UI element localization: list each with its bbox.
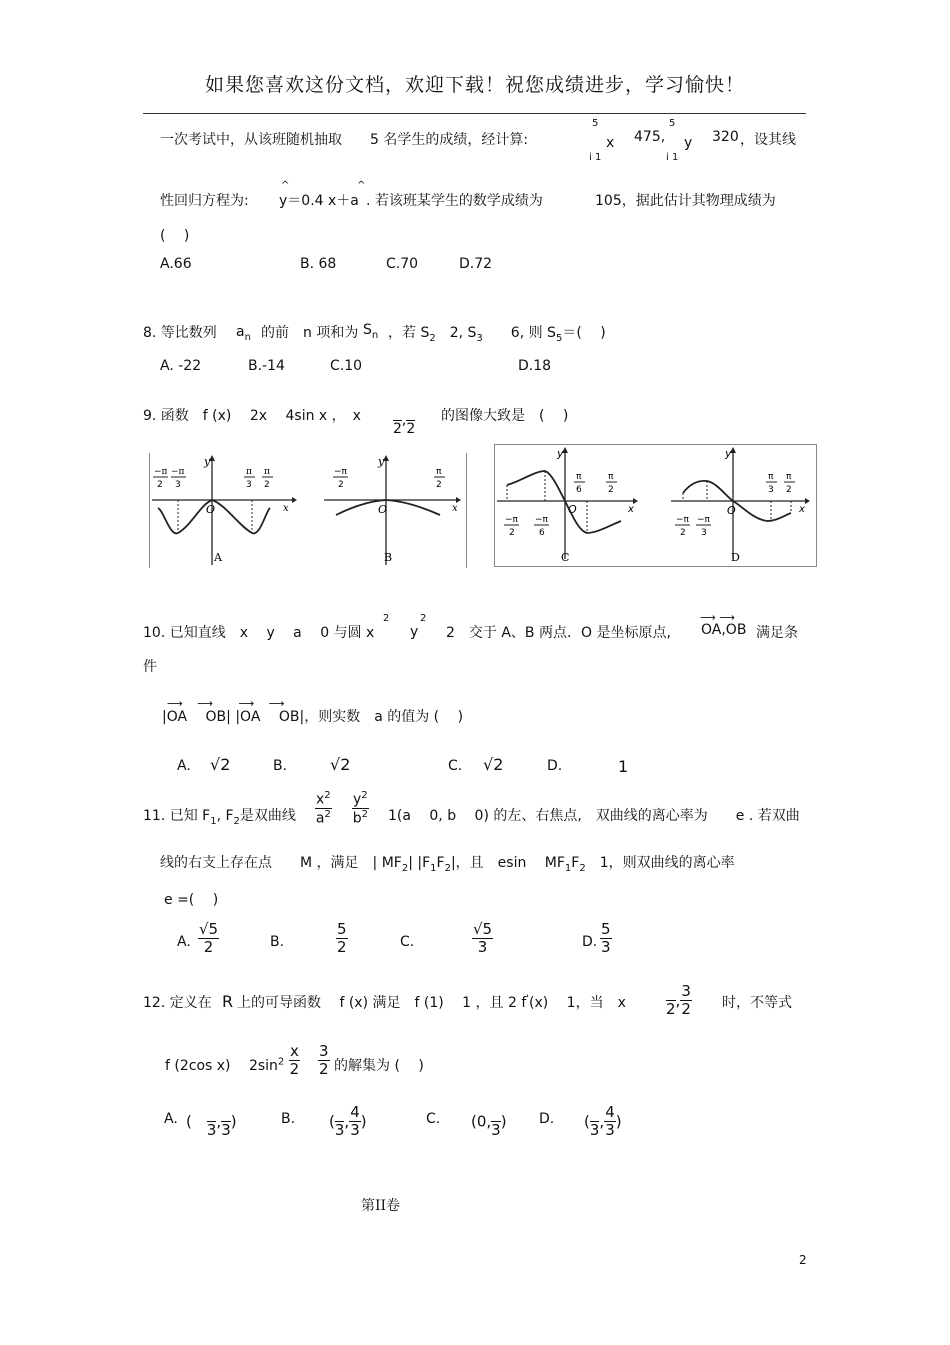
q11-line2: 线的右支上存在点 M ，满足 | $MF_2|$ $|F_1F_2|$，且 esin $MF_1F_2$ 1，则双曲线的离心率: [160, 855, 735, 874]
svg-text:y: y: [725, 447, 732, 460]
graph-c: [495, 445, 645, 564]
q7-equation: y＝0.4 x＋a: [279, 193, 359, 209]
graph-d: [667, 445, 813, 564]
q8-cond: ，若 $S_2$ 2, $S_3$ 6, 则 $S_5=$( ): [388, 325, 606, 344]
graph-a: [150, 453, 298, 568]
svg-text:−π: −π: [334, 467, 347, 477]
q12-opt-b-label: B.: [281, 1111, 296, 1127]
q12-opt-a: ( 3 , 3 ): [186, 1104, 237, 1140]
page-number: 2: [799, 1253, 807, 1267]
q7-tail1: ，设其线: [740, 132, 796, 148]
svg-text:−π: −π: [697, 515, 710, 525]
q8-opt-b: B.-14: [248, 358, 285, 374]
q8-opt-a: A. -22: [160, 358, 202, 374]
svg-text:2: 2: [157, 480, 163, 490]
svg-text:−π: −π: [676, 515, 689, 525]
svg-text:2: 2: [264, 480, 270, 490]
q11-opt-d-frac: $\frac{5}{3}$: [601, 920, 611, 957]
svg-text:2: 2: [338, 480, 344, 490]
q10-tail: 满足条: [756, 625, 798, 641]
svg-text:π: π: [264, 467, 270, 477]
q11-opt-a-frac: $\frac{√5}{2}$: [199, 920, 219, 957]
q12-line2b: 的解集为 ( ): [334, 1058, 424, 1074]
q10-opt-b-label: B.: [273, 758, 288, 774]
q10-arrows: ⟶ ⟶: [700, 611, 736, 624]
svg-text:C: C: [561, 551, 570, 564]
q12-line1b: 上的可导函数 f (x) 满足 f (1) 1 ，且 2 f'(x) 1，当 x: [237, 993, 626, 1011]
q11-line1a: 11. 已知 $F_1$, $F_2$是双曲线: [143, 808, 296, 827]
q11-opt-b-frac: $\frac{5}{2}$: [337, 920, 347, 957]
svg-text:2: 2: [509, 528, 515, 538]
q8-opt-d: D.18: [518, 358, 552, 374]
svg-text:y: y: [204, 455, 211, 468]
svg-text:π: π: [576, 472, 582, 482]
q12-opt-d: ( 3 , $\frac{4}{3}$ ): [584, 1103, 622, 1140]
svg-text:2: 2: [680, 528, 686, 538]
svg-text:y: y: [557, 447, 564, 460]
q8-text: 8. 等比数列: [143, 325, 217, 341]
q11-line1c: 1(a 0, b 0) 的左、右焦点, 双曲线的离心率为 e . 若双曲: [388, 808, 800, 824]
q10-y2: y: [410, 624, 419, 640]
svg-text:x: x: [799, 504, 805, 515]
q11-opt-c-frac: $\frac{√5}{3}$: [473, 920, 493, 957]
q7-hat-y: ^: [281, 180, 290, 191]
q12-opt-c: (0, 3 ): [471, 1104, 507, 1140]
q10-opt-a-val: √2: [210, 755, 231, 774]
svg-text:2: 2: [436, 480, 442, 490]
q11-line3: e =( ): [164, 892, 219, 908]
svg-text:3: 3: [175, 480, 181, 490]
svg-text:π: π: [246, 467, 252, 477]
q9-interval: 2 , 2: [393, 404, 415, 437]
q8-opt-c: C.10: [330, 358, 363, 374]
q10-opt-b-val: √2: [330, 755, 351, 774]
q12-opt-d-label: D.: [539, 1111, 555, 1127]
svg-text:3: 3: [701, 528, 707, 538]
q10-opt-d-val: 1: [618, 757, 629, 776]
svg-text:A: A: [214, 551, 222, 564]
svg-text:O: O: [378, 503, 388, 516]
svg-text:6: 6: [576, 485, 582, 495]
svg-text:O: O: [727, 504, 736, 517]
q9-text: 9. 函数 f (x) 2x 4sin x ， x: [143, 408, 361, 424]
q10-opt-c-val: √2: [483, 755, 504, 774]
svg-text:3: 3: [246, 480, 252, 490]
q12-opt-b: ( 3 , $\frac{4}{3}$ ): [329, 1103, 367, 1140]
q7-opt-b: B. 68: [300, 256, 337, 272]
q10-opt-c-label: C.: [448, 758, 463, 774]
q12-opt-a-label: A.: [164, 1111, 178, 1127]
svg-text:π: π: [436, 467, 442, 477]
q7-line1: 一次考试中，从该班随机抽取 5 名学生的成绩，经计算:: [160, 132, 529, 148]
q10-cond-arrows: ⟶ ⟶ ⟶ ⟶: [167, 697, 285, 710]
header-rule: [143, 113, 806, 114]
svg-text:x: x: [283, 503, 289, 514]
q7-sup5a: 5: [592, 118, 599, 129]
q7-line2c: 105，据此估计其物理成绩为: [595, 193, 776, 209]
q10-opt-a-label: A.: [177, 758, 191, 774]
q7-sup5b: 5: [669, 118, 676, 129]
svg-text:B: B: [384, 551, 393, 564]
q12-xfrac: $\frac{x}{2}$: [289, 1042, 300, 1079]
svg-text:π: π: [608, 472, 614, 482]
svg-text:−π: −π: [505, 515, 518, 525]
svg-text:6: 6: [539, 528, 545, 538]
q7-opt-a: A.66: [160, 256, 192, 272]
svg-text:x: x: [628, 504, 634, 515]
q7-line2a: 性回归方程为:: [160, 193, 249, 209]
q7-opt-c: C.70: [386, 256, 419, 272]
q10-opt-d-label: D.: [547, 758, 563, 774]
svg-text:O: O: [568, 503, 577, 516]
svg-text:O: O: [206, 503, 216, 516]
q11-xfrac: $\frac{x^2}{a^2}$: [315, 790, 331, 827]
q7-opt-d: D.72: [459, 256, 493, 272]
q10-line2: 件: [143, 659, 157, 675]
svg-text:π: π: [786, 472, 792, 482]
svg-text:2: 2: [786, 485, 792, 495]
q10-sq1: 2: [383, 613, 390, 624]
q7-bracket: ( ): [160, 228, 190, 244]
q7-hat-a: ^: [357, 180, 366, 191]
q7-val-y: 320: [712, 129, 739, 145]
q10-mid: 2 交于 A、B 两点．O 是坐标原点,: [446, 625, 671, 641]
q12-opt-c-label: C.: [426, 1111, 441, 1127]
q11-opt-c-label: C.: [400, 934, 415, 950]
section-title: 第II卷: [361, 1198, 401, 1214]
q12-R: R: [222, 992, 234, 1011]
q11-opt-b-label: B.: [270, 934, 285, 950]
page-header: 如果您喜欢这份文档，欢迎下载！祝您成绩进步，学习愉快！: [204, 74, 745, 96]
svg-text:y: y: [378, 455, 385, 468]
q7-subi1a: i 1: [589, 152, 602, 163]
q10-line1: 10. 已知直线 x y a 0 与圆 x: [143, 625, 375, 641]
q7-sum-y: y: [684, 135, 693, 151]
q12-line1a: 12. 定义在: [143, 995, 212, 1011]
q7-sum-x: x: [606, 135, 615, 151]
q12-cfrac: $\frac{3}{2}$: [319, 1042, 329, 1079]
q12-line2a: f (2cos x) $2\sin^2$: [165, 1056, 285, 1074]
svg-text:π: π: [768, 472, 774, 482]
q8-sn: $S_n$: [363, 322, 379, 341]
q10-condition: |OA OB| |OA OB|，则实数 a 的值为 ( ): [162, 709, 464, 725]
q7-val-x: 475,: [634, 129, 666, 145]
svg-text:−π: −π: [535, 515, 548, 525]
q11-opt-a-label: A.: [177, 934, 191, 950]
q8-an: $a_n$: [236, 324, 251, 343]
q12-line1d: 时，不等式: [722, 995, 792, 1011]
q8-mid: 的前 n 项和为: [261, 325, 359, 341]
svg-text:3: 3: [768, 485, 774, 495]
q7-subi1b: i 1: [666, 152, 679, 163]
svg-text:−π: −π: [171, 467, 185, 477]
svg-text:−π: −π: [154, 467, 168, 477]
svg-text:x: x: [452, 503, 458, 514]
q10-vecs: OA,OB: [701, 622, 747, 638]
q11-yfrac: $\frac{y^2}{b^2}$: [352, 790, 368, 827]
q9-tail: 的图像大致是 ( ): [441, 408, 569, 424]
q11-opt-d-label: D.: [582, 934, 598, 950]
q12-interval: 2 , $\frac{3}{2}$: [666, 982, 691, 1019]
svg-text:D: D: [731, 551, 740, 564]
svg-text:2: 2: [608, 485, 614, 495]
q10-sq2: 2: [420, 613, 427, 624]
q7-line2b: . 若该班某学生的数学成绩为: [366, 193, 543, 209]
graph-b: [322, 453, 464, 568]
